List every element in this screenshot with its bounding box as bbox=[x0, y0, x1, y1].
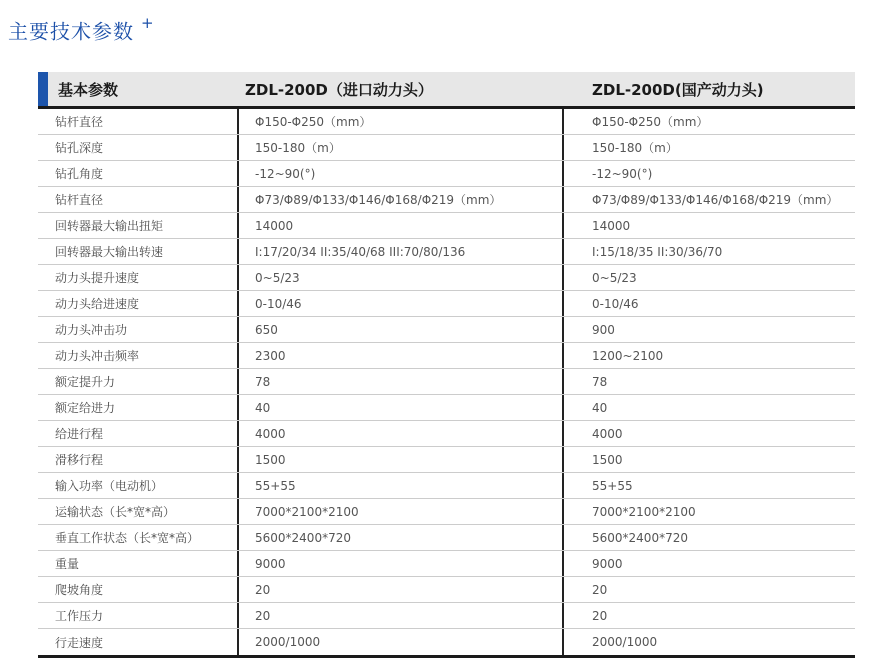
table-row bbox=[38, 421, 855, 447]
param-label-cell: 工作压力 bbox=[55, 609, 104, 623]
table-row bbox=[38, 525, 855, 551]
imported-value-cell: Φ73/Φ89/Φ133/Φ146/Φ168/Φ219（mm） bbox=[237, 187, 562, 212]
imported-value-cell: 9000 bbox=[237, 551, 562, 576]
table-row bbox=[38, 629, 855, 655]
table-row bbox=[38, 239, 855, 265]
spec-table bbox=[38, 72, 855, 658]
imported-value-cell: Φ150-Φ250（mm） bbox=[237, 109, 562, 134]
domestic-value-cell: 78 bbox=[562, 369, 855, 394]
imported-value-cell: 2300 bbox=[237, 343, 562, 368]
imported-value-cell: 4000 bbox=[237, 421, 562, 446]
imported-value-cell: 55+55 bbox=[237, 473, 562, 498]
table-body bbox=[38, 109, 855, 658]
domestic-value-cell: 2000/1000 bbox=[562, 629, 855, 655]
domestic-value-cell: 20 bbox=[562, 603, 855, 628]
page-title-text: 主要技术参数 bbox=[8, 19, 134, 44]
param-label-cell: 钻杆直径 bbox=[55, 193, 104, 207]
domestic-value-cell: Φ150-Φ250（mm） bbox=[562, 109, 855, 134]
table-row bbox=[38, 265, 855, 291]
imported-value-cell: 14000 bbox=[237, 213, 562, 238]
imported-value-cell: 650 bbox=[237, 317, 562, 342]
param-label-cell: 滑移行程 bbox=[55, 453, 104, 467]
param-label-cell: 钻杆直径 bbox=[55, 115, 104, 129]
imported-value-cell: 1500 bbox=[237, 447, 562, 472]
imported-value-cell: 150-180（m） bbox=[237, 135, 562, 160]
domestic-value-cell: 0~5/23 bbox=[562, 265, 855, 290]
param-label-cell: 动力头提升速度 bbox=[55, 271, 140, 285]
param-label-cell: 钻孔深度 bbox=[55, 141, 104, 155]
page-title bbox=[8, 12, 870, 44]
table-row bbox=[38, 291, 855, 317]
table-row bbox=[38, 343, 855, 369]
table-row bbox=[38, 603, 855, 629]
table-row bbox=[38, 473, 855, 499]
domestic-value-cell: 0-10/46 bbox=[562, 291, 855, 316]
domestic-value-cell: 14000 bbox=[562, 213, 855, 238]
imported-value-cell: 7000*2100*2100 bbox=[237, 499, 562, 524]
domestic-value-cell: 9000 bbox=[562, 551, 855, 576]
param-label-cell: 额定提升力 bbox=[55, 375, 116, 389]
imported-value-cell: 78 bbox=[237, 369, 562, 394]
domestic-value-cell: 40 bbox=[562, 395, 855, 420]
table-row bbox=[38, 447, 855, 473]
header-imported-power-head: ZDL-200D（进口动力头） bbox=[245, 80, 433, 99]
param-label-cell: 垂直工作状态（长*宽*高） bbox=[55, 531, 200, 545]
param-label-cell: 爬坡角度 bbox=[55, 583, 104, 597]
domestic-value-cell: 55+55 bbox=[562, 473, 855, 498]
imported-value-cell: I:17/20/34 II:35/40/68 III:70/80/136 bbox=[237, 239, 562, 264]
param-label-cell: 运输状态（长*宽*高） bbox=[55, 505, 176, 519]
imported-value-cell: -12~90(°) bbox=[237, 161, 562, 186]
table-row bbox=[38, 395, 855, 421]
page-title-plus-icon: + bbox=[141, 14, 155, 32]
domestic-value-cell: 5600*2400*720 bbox=[562, 525, 855, 550]
imported-value-cell: 2000/1000 bbox=[237, 629, 562, 655]
domestic-value-cell: -12~90(°) bbox=[562, 161, 855, 186]
domestic-value-cell: 900 bbox=[562, 317, 855, 342]
param-label-cell: 给进行程 bbox=[55, 427, 104, 441]
param-label-cell: 钻孔角度 bbox=[55, 167, 104, 181]
param-label-cell: 额定给进力 bbox=[55, 401, 116, 415]
param-label-cell: 动力头给进速度 bbox=[55, 297, 140, 311]
imported-value-cell: 0~5/23 bbox=[237, 265, 562, 290]
param-label-cell: 回转器最大输出转速 bbox=[55, 245, 164, 259]
domestic-value-cell: 20 bbox=[562, 577, 855, 602]
table-row bbox=[38, 551, 855, 577]
table-header-row bbox=[38, 72, 855, 109]
header-domestic-power-head: ZDL-200D(国产动力头) bbox=[592, 80, 764, 99]
param-label-cell: 输入功率（电动机） bbox=[55, 479, 164, 493]
param-label-cell: 重量 bbox=[55, 557, 80, 571]
domestic-value-cell: 7000*2100*2100 bbox=[562, 499, 855, 524]
header-accent-bar bbox=[38, 72, 48, 106]
domestic-value-cell: I:15/18/35 II:30/36/70 bbox=[562, 239, 855, 264]
domestic-value-cell: 4000 bbox=[562, 421, 855, 446]
table-row bbox=[38, 369, 855, 395]
table-row bbox=[38, 161, 855, 187]
table-row bbox=[38, 317, 855, 343]
table-row bbox=[38, 187, 855, 213]
param-label-cell: 回转器最大输出扭矩 bbox=[55, 219, 164, 233]
imported-value-cell: 20 bbox=[237, 603, 562, 628]
param-label-cell: 动力头冲击频率 bbox=[55, 349, 140, 363]
domestic-value-cell: 1500 bbox=[562, 447, 855, 472]
imported-value-cell: 20 bbox=[237, 577, 562, 602]
table-row bbox=[38, 213, 855, 239]
page bbox=[0, 12, 870, 667]
imported-value-cell: 5600*2400*720 bbox=[237, 525, 562, 550]
domestic-value-cell: Φ73/Φ89/Φ133/Φ146/Φ168/Φ219（mm） bbox=[562, 187, 855, 212]
table-row bbox=[38, 135, 855, 161]
domestic-value-cell: 1200~2100 bbox=[562, 343, 855, 368]
table-row bbox=[38, 499, 855, 525]
imported-value-cell: 0-10/46 bbox=[237, 291, 562, 316]
domestic-value-cell: 150-180（m） bbox=[562, 135, 855, 160]
table-row bbox=[38, 109, 855, 135]
table-row bbox=[38, 577, 855, 603]
param-label-cell: 行走速度 bbox=[55, 635, 104, 650]
param-label-cell: 动力头冲击功 bbox=[55, 323, 128, 337]
imported-value-cell: 40 bbox=[237, 395, 562, 420]
header-basic-params: 基本参数 bbox=[58, 80, 119, 99]
